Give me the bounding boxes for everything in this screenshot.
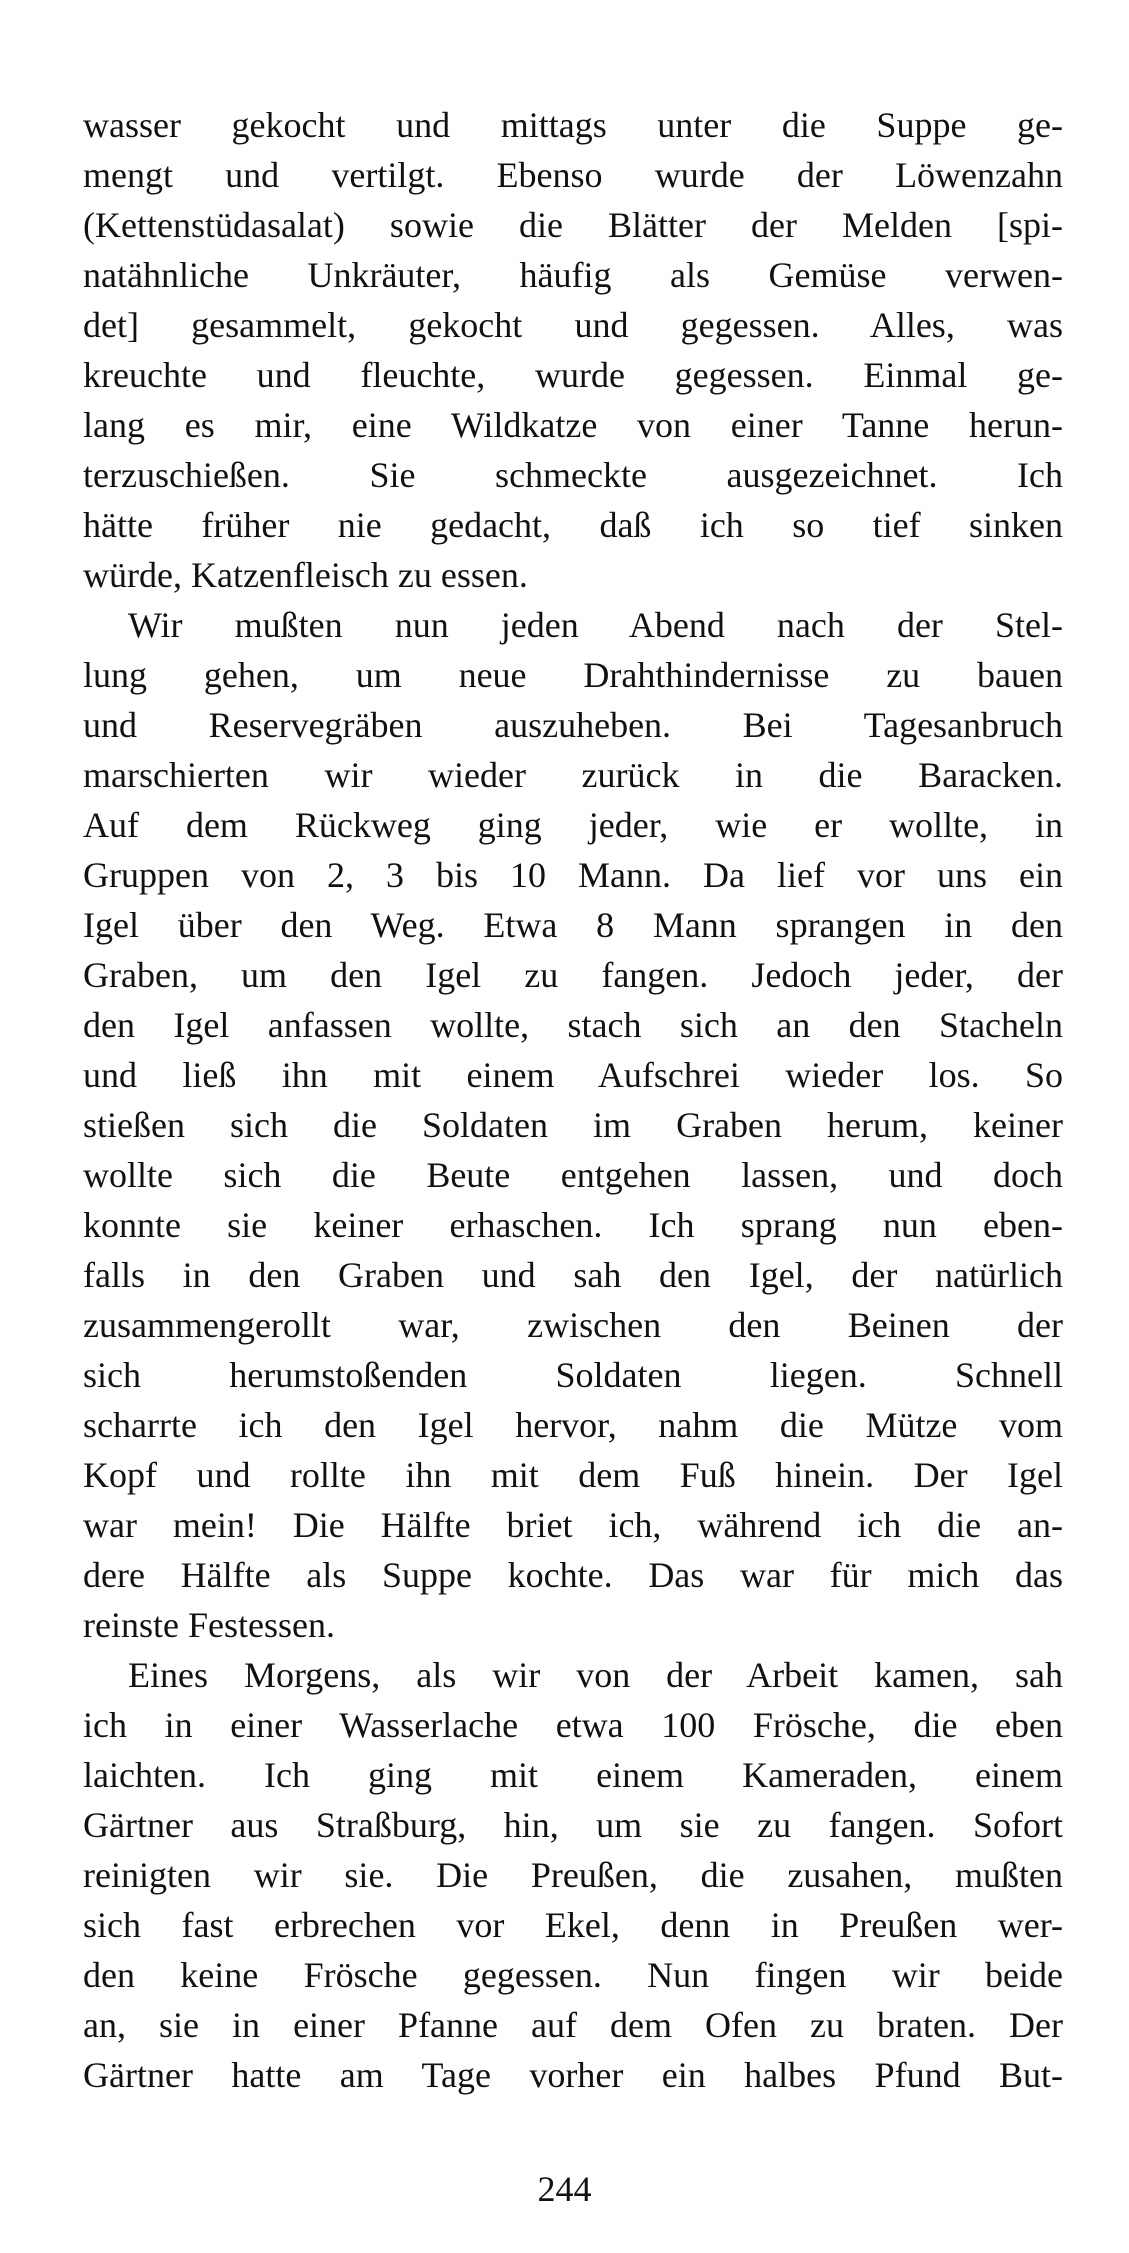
text-line: ich in einer Wasserlache etwa 100 Frösche, die eben [83, 1705, 1063, 1745]
text-line: laichten. Ich ging mit einem Kameraden, einem [83, 1755, 1063, 1795]
text-line: reinigten wir sie. Die Preußen, die zusahen, mußten [83, 1855, 1063, 1895]
text-line: Kopf und rollte ihn mit dem Fuß hinein. Der Igel [83, 1455, 1063, 1495]
page-number: 244 [537, 2169, 592, 2209]
text-line: sich herumstoßenden Soldaten liegen. Schnell [83, 1355, 1063, 1395]
text-line: Auf dem Rückweg ging jeder, wie er wollte, in [83, 805, 1063, 845]
text-line: den keine Frösche gegessen. Nun fingen wir beide [83, 1955, 1063, 1995]
body-text [83, 100, 1063, 2100]
text-line: natähnliche Unkräuter, häufig als Gemüse verwen- [83, 255, 1063, 295]
text-line: Gärtner hatte am Tage vorher ein halbes Pfund But- [83, 2055, 1063, 2095]
text-line: wollte sich die Beute entgehen lassen, und doch [83, 1155, 1063, 1195]
text-line: stießen sich die Soldaten im Graben herum, keiner [83, 1105, 1063, 1145]
text-line: lung gehen, um neue Drahthindernisse zu bauen [83, 655, 1063, 695]
text-line: zusammengerollt war, zwischen den Beinen der [83, 1305, 1063, 1345]
text-line: dere Hälfte als Suppe kochte. Das war für mich das [83, 1555, 1063, 1595]
text-line: und Reservegräben auszuheben. Bei Tagesanbruch [83, 705, 1063, 745]
text-line: den Igel anfassen wollte, stach sich an den Stacheln [83, 1005, 1063, 1045]
text-line: Gärtner aus Straßburg, hin, um sie zu fangen. Sofort [83, 1805, 1063, 1845]
text-line: Eines Morgens, als wir von der Arbeit kamen, sah [128, 1655, 1063, 1695]
text-line: und ließ ihn mit einem Aufschrei wieder los. So [83, 1055, 1063, 1095]
text-line: wasser gekocht und mittags unter die Suppe ge- [83, 105, 1063, 145]
text-line: det] gesammelt, gekocht und gegessen. Alles, was [83, 305, 1063, 345]
text-line: an, sie in einer Pfanne auf dem Ofen zu braten. Der [83, 2005, 1063, 2045]
text-line: kreuchte und fleuchte, wurde gegessen. Einmal ge- [83, 355, 1063, 395]
text-line: lang es mir, eine Wildkatze von einer Tanne herun- [83, 405, 1063, 445]
text-line: reinste Festessen. [83, 1605, 335, 1645]
text-line: terzuschießen. Sie schmeckte ausgezeichnet. Ich [83, 455, 1063, 495]
text-line: Igel über den Weg. Etwa 8 Mann sprangen in den [83, 905, 1063, 945]
text-line: hätte früher nie gedacht, daß ich so tief sinken [83, 505, 1063, 545]
text-line: marschierten wir wieder zurück in die Baracken. [83, 755, 1063, 795]
text-line: sich fast erbrechen vor Ekel, denn in Preußen wer- [83, 1905, 1063, 1945]
text-line: konnte sie keiner erhaschen. Ich sprang nun eben- [83, 1205, 1063, 1245]
text-line: Gruppen von 2, 3 bis 10 Mann. Da lief vor uns ein [83, 855, 1063, 895]
text-line: war mein! Die Hälfte briet ich, während ich die an- [83, 1505, 1063, 1545]
text-line: Graben, um den Igel zu fangen. Jedoch jeder, der [83, 955, 1063, 995]
text-line: falls in den Graben und sah den Igel, der natürlich [83, 1255, 1063, 1295]
text-line: Wir mußten nun jeden Abend nach der Stel- [128, 605, 1063, 645]
text-line: mengt und vertilgt. Ebenso wurde der Löwenzahn [83, 155, 1063, 195]
text-line: (Kettenstüdasalat) sowie die Blätter der Melden [spi- [83, 205, 1063, 245]
text-line: scharrte ich den Igel hervor, nahm die Mütze vom [83, 1405, 1063, 1445]
text-line: würde, Katzenfleisch zu essen. [83, 555, 528, 595]
